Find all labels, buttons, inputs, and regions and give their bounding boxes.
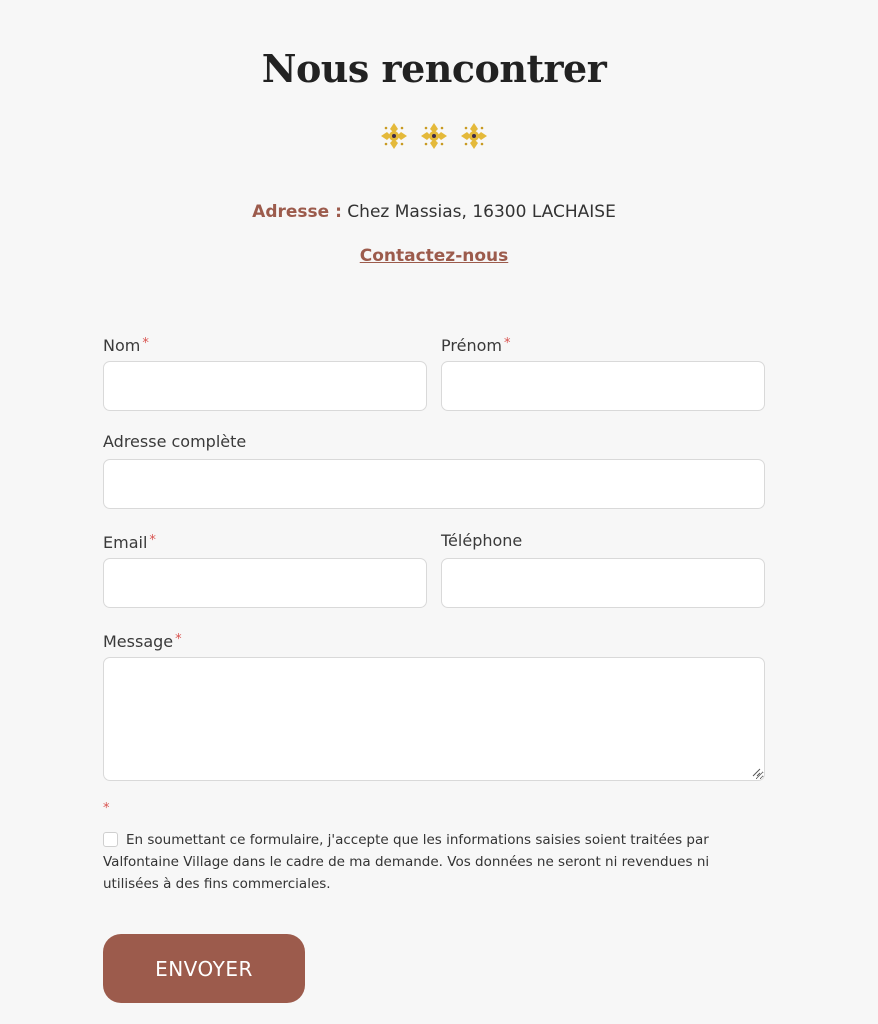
nom-input[interactable] [103,361,427,411]
consent-required-mark: * [103,801,110,816]
address-line [0,202,868,222]
flower-ornament-icon [418,120,450,152]
adresse-label-text: Adresse complète [103,432,247,451]
contact-link[interactable]: Contactez-nous [359,246,509,266]
resize-handle-icon[interactable] [751,767,761,777]
page-title: Nous rencontrer [261,46,607,91]
message-textarea[interactable] [103,657,765,781]
address-label: Adresse : [252,202,342,222]
nom-label-text: Nom [103,336,141,355]
ornament-divider [0,120,868,152]
message-group [103,629,765,781]
nom-group [103,333,427,411]
adresse-group [103,431,765,509]
message-label-text: Message [103,632,174,651]
prenom-label [441,333,765,355]
adresse-input[interactable] [103,459,765,509]
submit-button[interactable]: ENVOYER [103,934,305,1003]
flower-ornament-icon [458,120,490,152]
email-label-text: Email [103,533,148,552]
telephone-label [441,530,765,552]
prenom-label-text: Prénom [441,336,502,355]
telephone-label-text: Téléphone [441,531,523,550]
adresse-label [103,431,765,453]
consent-text: En soumettant ce formulaire, j'accepte que les informations saisies soient traitées par Valfontaine Village dans le cadre de ma demande. Vos données ne seront ni revendues ni utilisées à des fins commerciales. [103,832,710,892]
telephone-group [441,530,765,608]
telephone-input[interactable] [441,558,765,608]
prenom-input[interactable] [441,361,765,411]
email-label [103,530,427,552]
nom-label [103,333,427,355]
flower-ornament-icon [378,120,410,152]
address-value: Chez Massias, 16300 LACHAISE [347,202,616,222]
required-mark: * [503,336,511,351]
message-label [103,629,765,651]
consent-block [103,829,765,895]
message-wrapper [103,657,765,781]
consent-checkbox[interactable] [103,832,118,847]
email-input[interactable] [103,558,427,608]
required-mark: * [142,336,149,351]
prenom-group [441,333,765,411]
required-mark: * [149,533,156,548]
required-mark: * [175,632,182,647]
email-group [103,530,427,608]
